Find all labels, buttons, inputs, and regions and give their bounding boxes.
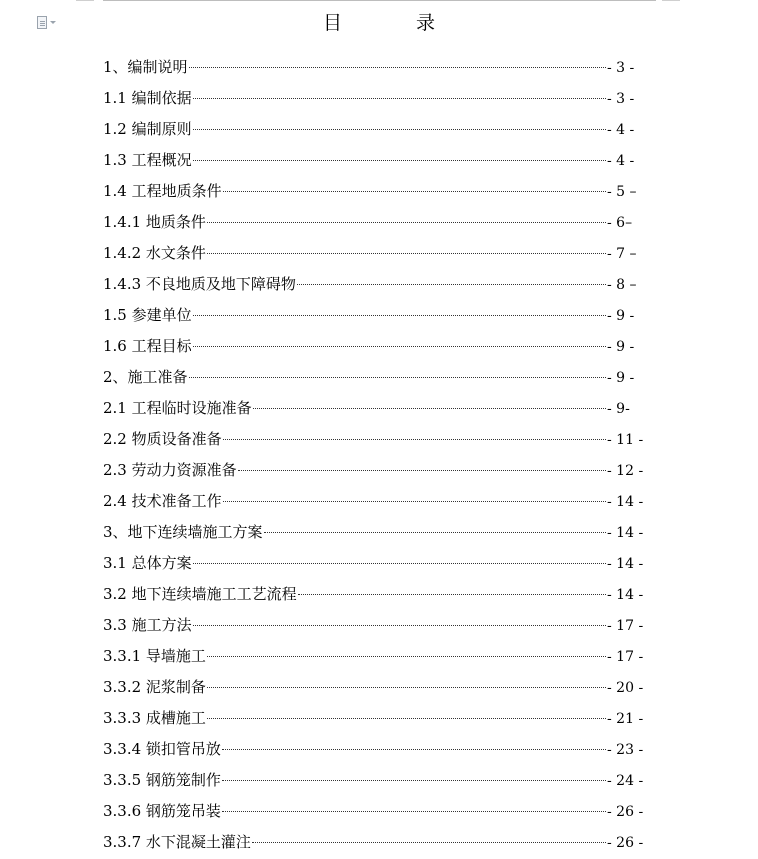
toc-entry-page-number: - 26 - — [607, 804, 644, 820]
toc-dot-leader — [207, 253, 606, 254]
toc-entry[interactable] — [103, 645, 643, 676]
toc-entry[interactable] — [103, 800, 643, 831]
toc-dot-leader — [207, 687, 606, 688]
toc-dot-leader — [189, 377, 606, 378]
toc-entry-page-number: - 3 - — [607, 60, 635, 76]
toc-entry-page-number: - 7 – — [607, 246, 637, 262]
toc-dot-leader — [222, 780, 606, 781]
toc-entry-page-number: - 4 - — [607, 153, 635, 169]
toc-dot-leader — [222, 749, 606, 750]
toc-dot-leader — [193, 160, 606, 161]
toc-entry[interactable] — [103, 490, 643, 521]
toc-dot-leader — [189, 67, 606, 68]
toc-entry[interactable] — [103, 738, 643, 769]
toc-entry[interactable] — [103, 521, 643, 552]
toc-entry[interactable] — [103, 118, 643, 149]
toc-entry[interactable] — [103, 428, 643, 459]
toc-entry[interactable] — [103, 211, 643, 242]
toc-entry-page-number: - 9 - — [607, 339, 635, 355]
toc-entry-page-number: - 24 - — [607, 773, 644, 789]
toc-entry-label: 1.6 工程目标 — [103, 337, 192, 355]
page-corner-mark-right — [662, 0, 680, 1]
toc-entry[interactable] — [103, 831, 643, 859]
toc-entry-page-number: - 5 – — [607, 184, 637, 200]
table-of-contents — [103, 56, 643, 859]
toc-entry[interactable] — [103, 459, 643, 490]
page-corner-mark-left — [76, 0, 94, 1]
toc-entry-label: 3.1 总体方案 — [103, 554, 192, 572]
toc-entry-label: 2.3 劳动力资源准备 — [103, 461, 237, 479]
toc-dot-leader — [193, 625, 606, 626]
toc-entry-page-number: - 11 - — [607, 432, 644, 448]
toc-entry[interactable] — [103, 242, 643, 273]
toc-entry-label: 3.3.1 导墙施工 — [103, 647, 206, 665]
toc-entry-page-number: - 9 - — [607, 370, 635, 386]
toc-title: 目 录 — [322, 12, 470, 34]
toc-dot-leader — [252, 842, 606, 843]
toc-dot-leader — [223, 439, 606, 440]
toc-entry[interactable] — [103, 366, 643, 397]
toc-entry[interactable] — [103, 56, 643, 87]
toc-entry-page-number: - 9 - — [607, 308, 635, 324]
toc-entry-label: 1.3 工程概况 — [103, 151, 192, 169]
toc-entry[interactable] — [103, 149, 643, 180]
toc-entry-label: 3.3.2 泥浆制备 — [103, 678, 206, 696]
toc-entry[interactable] — [103, 552, 643, 583]
toc-dot-leader — [253, 408, 606, 409]
toc-entry-label: 1.5 参建单位 — [103, 306, 192, 324]
toc-entry-page-number: - 8 – — [607, 277, 637, 293]
toc-entry-page-number: - 14 - — [607, 525, 644, 541]
toc-entry-page-number: - 12 - — [607, 463, 644, 479]
toc-entry[interactable] — [103, 335, 643, 366]
toc-dot-leader — [193, 129, 606, 130]
toc-entry[interactable] — [103, 614, 643, 645]
toc-dot-leader — [193, 563, 606, 564]
toc-entry-page-number: - 17 - — [607, 618, 644, 634]
toc-entry[interactable] — [103, 397, 643, 428]
toc-entry-label: 3、地下连续墙施工方案 — [103, 523, 263, 541]
toc-entry-label: 3.3.5 钢筋笼制作 — [103, 771, 221, 789]
toc-dot-leader — [193, 315, 606, 316]
toc-entry-label: 1.4.1 地质条件 — [103, 213, 206, 231]
toc-entry-page-number: - 23 - — [607, 742, 644, 758]
toc-dot-leader — [238, 470, 606, 471]
toc-entry-page-number: - 14 - — [607, 556, 644, 572]
toc-entry[interactable] — [103, 180, 643, 211]
toc-entry[interactable] — [103, 304, 643, 335]
toc-dot-leader — [298, 594, 606, 595]
toc-entry-label: 1.4.3 不良地质及地下障碍物 — [103, 275, 296, 293]
toc-entry-label: 1.4 工程地质条件 — [103, 182, 222, 200]
toc-entry-page-number: - 21 - — [607, 711, 644, 727]
toc-entry-label: 2.4 技术准备工作 — [103, 492, 222, 510]
toc-dot-leader — [264, 532, 606, 533]
toc-entry-label: 3.3.4 锁扣管吊放 — [103, 740, 221, 758]
toc-entry-label: 1、编制说明 — [103, 58, 188, 76]
toc-entry-page-number: - 14 - — [607, 587, 644, 603]
toc-entry-label: 3.2 地下连续墙施工工艺流程 — [103, 585, 297, 603]
toc-entry-page-number: - 26 - — [607, 835, 644, 851]
toc-entry-page-number: - 6– — [607, 215, 633, 231]
toc-entry-page-number: - 4 - — [607, 122, 635, 138]
toc-entry-label: 3.3.3 成槽施工 — [103, 709, 206, 727]
toc-entry-page-number: - 17 - — [607, 649, 644, 665]
toc-entry[interactable] — [103, 707, 643, 738]
toc-dot-leader — [207, 656, 606, 657]
toc-entry[interactable] — [103, 273, 643, 304]
toc-entry-label: 3.3.6 钢筋笼吊装 — [103, 802, 221, 820]
toc-entry-label: 2.1 工程临时设施准备 — [103, 399, 252, 417]
toc-entry-label: 2、施工准备 — [103, 368, 188, 386]
page-top-border — [103, 0, 656, 1]
toc-entry-label: 1.2 编制原则 — [103, 120, 192, 138]
toc-entry-page-number: - 14 - — [607, 494, 644, 510]
toc-entry-page-number: - 3 - — [607, 91, 635, 107]
toc-dot-leader — [223, 191, 606, 192]
toc-entry-page-number: - 20 - — [607, 680, 644, 696]
toc-entry-page-number: - 9- — [607, 401, 630, 417]
toc-dot-leader — [193, 346, 606, 347]
toc-entry-label: 2.2 物质设备准备 — [103, 430, 222, 448]
toc-dot-leader — [207, 222, 606, 223]
toc-entry-label: 3.3.7 水下混凝土灌注 — [103, 833, 251, 851]
toc-entry[interactable] — [103, 676, 643, 707]
toc-dot-leader — [222, 811, 606, 812]
toc-entry-label: 3.3 施工方法 — [103, 616, 192, 634]
toc-dot-leader — [297, 284, 606, 285]
toc-dot-leader — [223, 501, 606, 502]
toc-entry[interactable] — [103, 583, 643, 614]
toc-entry-label: 1.1 编制依据 — [103, 89, 192, 107]
toc-entry[interactable] — [103, 87, 643, 118]
toc-entry-label: 1.4.2 水文条件 — [103, 244, 206, 262]
toc-dot-leader — [193, 98, 606, 99]
toc-dot-leader — [207, 718, 606, 719]
toc-entry[interactable] — [103, 769, 643, 800]
